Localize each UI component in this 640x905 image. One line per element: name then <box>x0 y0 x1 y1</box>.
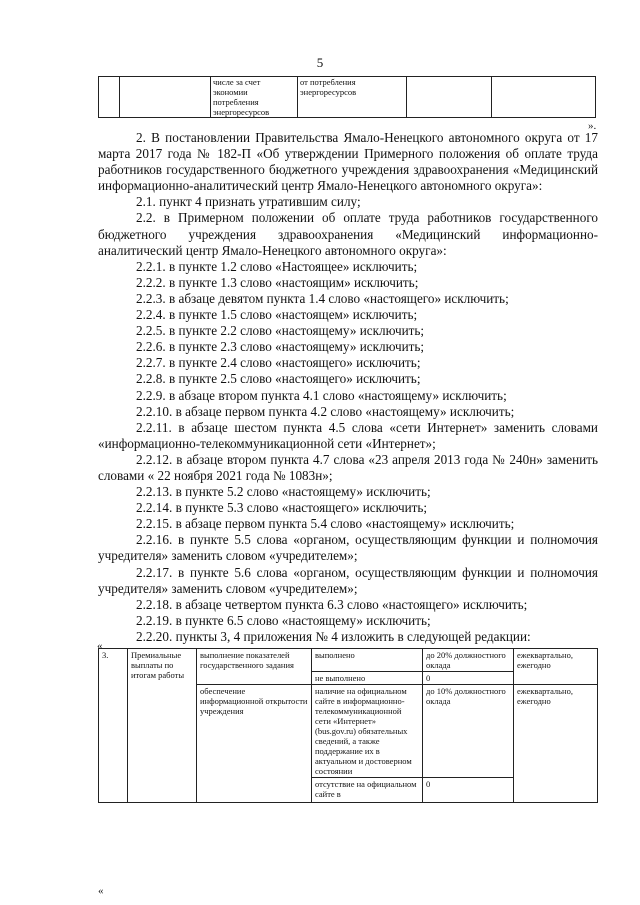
period: ежеквартально, ежегодно <box>514 649 598 685</box>
paragraph: 2.2. в Примерном положении об оплате труда работников государственного бюджетного учреждения здравоохранения «Медицинский информационно-аналитический центр Ямало-Ненецкого автономного округа»: <box>98 210 598 258</box>
paragraph: 2.2.3. в абзаце девятом пункта 1.4 слово «настоящего» исключить; <box>136 290 509 306</box>
paragraph: 2.2.2. в пункте 1.3 слово «настоящим» исключить; <box>136 274 419 290</box>
table-cell-amount: от потребления энергоресурсов <box>298 77 407 118</box>
paragraph: 2.2.7. в пункте 2.4 слово «настоящего» исключить; <box>136 355 421 371</box>
continued-table <box>98 76 596 118</box>
paragraph: 2.2.19. в пункте 6.5 слово «настоящему» исключить; <box>136 612 431 628</box>
paragraph: 2.2.4. в пункте 1.5 слово «настоящем» исключить; <box>136 307 418 323</box>
paragraph: 2.2.16. в пункте 5.5 слова «органом, осуществляющим функции и полномочия учредителя» заменить словом «учредителем»; <box>98 532 598 564</box>
payment-type: Премиальные выплаты по итогам работы <box>128 649 197 803</box>
table-cell <box>407 77 492 118</box>
paragraph: 2.2.11. в абзаце шестом пункта 4.5 слова «сети Интернет» заменить словами «информационно-телекоммуникационной сети «Интернет»; <box>98 419 598 451</box>
paragraph: 2.2.17. в пункте 5.6 слова «органом, осуществляющим функции и полномочия учредителя» заменить словом «учредителем»; <box>98 564 598 596</box>
paragraph: 2. В постановлении Правительства Ямало-Ненецкого автономного округа от 17 марта 2017 года № 182-П «Об утверждении Примерного положения об оплате труда работников государственного бюджетного учреждения здравоохранения «Медицинский информационно-аналитический центр Ямало-Ненецкого автономного округа»: <box>98 130 598 194</box>
paragraph: 2.2.12. в абзаце втором пункта 4.7 слова «23 апреля 2013 года № 240н» заменить словами « 22 ноября 2021 года № 1083н»; <box>98 451 598 483</box>
indicator: выполнение показателей государственного задания <box>197 649 312 685</box>
paragraph: 2.2.10. в абзаце первом пункта 4.2 слово «настоящему» исключить; <box>136 403 515 419</box>
table-cell <box>99 77 120 118</box>
criterion: не выполнено <box>312 672 423 685</box>
paragraph: 2.2.6. в пункте 2.3 слово «настоящему» исключить; <box>136 339 425 355</box>
document-body <box>98 130 598 645</box>
amount: до 20% должностного оклада <box>423 649 514 672</box>
paragraph: 2.2.13. в пункте 5.2 слово «настоящему» исключить; <box>136 484 431 500</box>
paragraph: 2.2.14. в пункте 5.3 слово «настоящего» исключить; <box>136 500 428 516</box>
criterion: выполнено <box>312 649 423 672</box>
indicator: обеспечение информационной открытости учреждения <box>197 685 312 803</box>
paragraph: 2.2.1. в пункте 1.2 слово «Настоящее» исключить; <box>136 258 418 274</box>
criterion: отсутствие на официальном сайте в <box>312 778 423 803</box>
page-number: 5 <box>316 55 324 70</box>
bottom-quote: « <box>98 885 104 897</box>
paragraph: 2.2.5. в пункте 2.2 слово «настоящему» исключить; <box>136 323 425 339</box>
paragraph: 2.2.15. в абзаце первом пункта 5.4 слово «настоящему» исключить; <box>136 516 515 532</box>
table-cell <box>492 77 596 118</box>
table-cell <box>120 77 211 118</box>
period: ежеквартально, ежегодно <box>514 685 598 803</box>
opening-quote: « <box>97 640 103 652</box>
criterion: наличие на официальном сайте в информационно-телекоммуникационной сети «Интернет» (bus.gov.ru) обязательных сведений, а также поддержание их в актуальном и достоверном состоянии <box>312 685 423 778</box>
row-number: 3. <box>99 649 128 803</box>
appendix-table <box>98 648 598 803</box>
amount: 0 <box>423 778 514 803</box>
paragraph: 2.1. пункт 4 признать утратившим силу; <box>136 194 361 210</box>
amount: до 10% должностного оклада <box>423 685 514 778</box>
table-cell-criterion: числе за счет экономии потребления энергоресурсов <box>211 77 298 118</box>
amount: 0 <box>423 672 514 685</box>
paragraph: 2.2.8. в пункте 2.5 слово «настоящего» исключить; <box>136 371 421 387</box>
paragraph: 2.2.9. в абзаце втором пункта 4.1 слово «настоящему» исключить; <box>136 387 507 403</box>
paragraph: 2.2.20. пункты 3, 4 приложения № 4 изложить в следующей редакции: <box>136 628 531 644</box>
paragraph: 2.2.18. в абзаце четвертом пункта 6.3 слово «настоящего» исключить; <box>136 596 528 612</box>
closing-quote: ». <box>588 120 597 132</box>
